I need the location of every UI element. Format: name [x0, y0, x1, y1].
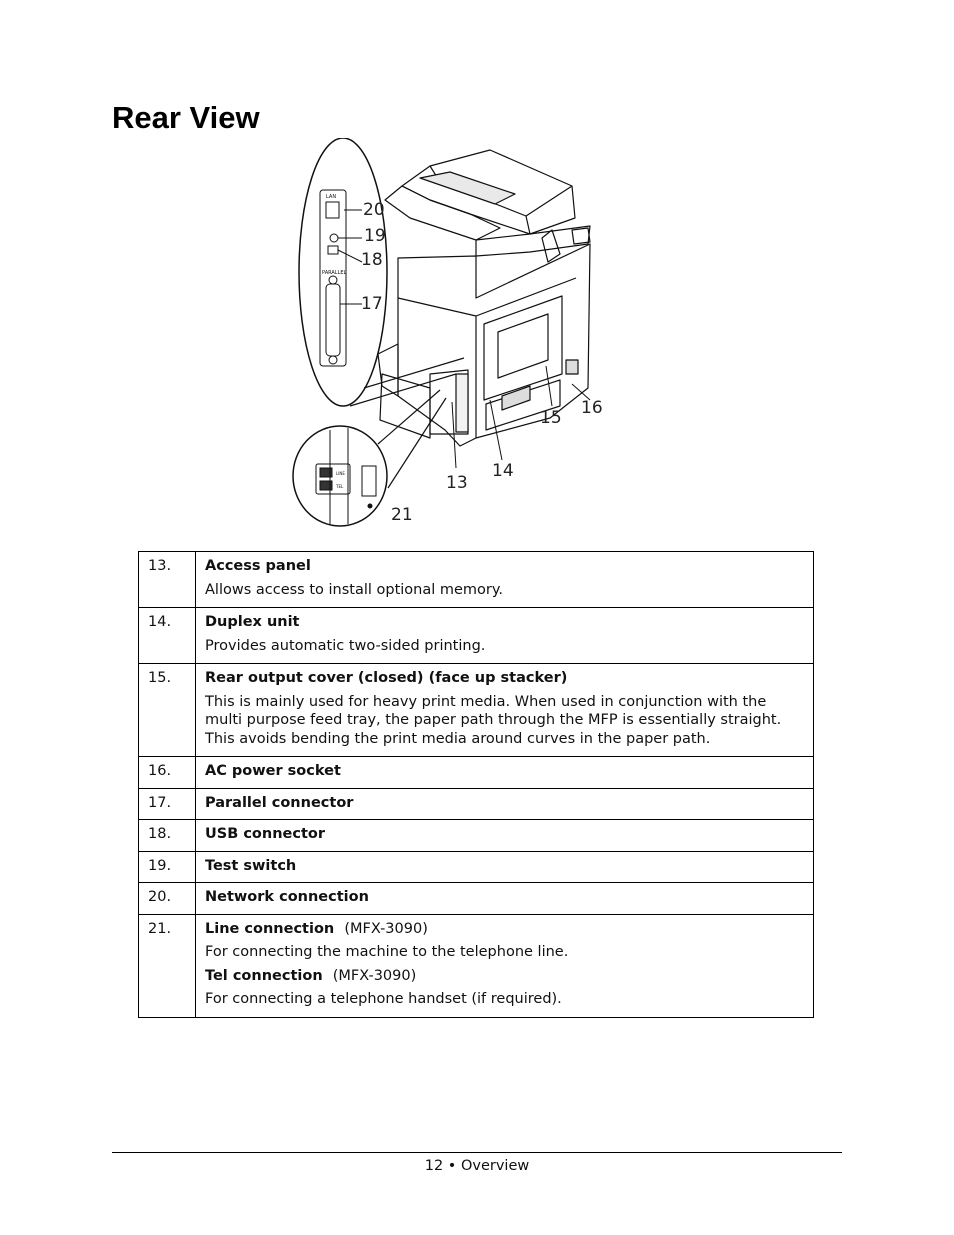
item-number: 21.	[139, 914, 196, 1017]
item-title: Rear output cover (closed) (face up stacker)	[205, 670, 568, 686]
item-cell	[196, 608, 814, 664]
item-cell	[196, 883, 814, 915]
printer-rear-drawing	[290, 138, 605, 530]
tel-port-label: TEL	[336, 484, 344, 489]
item-number: 16.	[139, 757, 196, 789]
line-port-label: LINE	[336, 471, 345, 476]
item-cell	[196, 820, 814, 852]
table-row	[139, 757, 814, 789]
item-cell	[196, 664, 814, 757]
page-title: Rear View	[112, 100, 260, 135]
table-row	[139, 914, 814, 1017]
parallel-port-label: PARALLEL	[322, 270, 347, 276]
callout-15: 15	[540, 408, 562, 428]
callout-20: 20	[363, 200, 385, 220]
item-title-row	[205, 920, 804, 939]
item-description: Provides automatic two-sided printing.	[205, 637, 486, 654]
rear-output-cover-drawing	[484, 296, 562, 400]
item-cell	[196, 914, 814, 1017]
item-description-2: For connecting a telephone handset (if required).	[205, 991, 562, 1007]
table-row	[139, 820, 814, 852]
item-title: USB connector	[205, 826, 325, 842]
table-row	[139, 608, 814, 664]
page-footer: 12 • Overview	[424, 1158, 530, 1174]
table-row	[139, 883, 814, 915]
item-number: 14.	[139, 608, 196, 664]
callout-13: 13	[446, 473, 468, 493]
item-cell	[196, 851, 814, 883]
item-title: Test switch	[205, 857, 297, 874]
item-number: 17.	[139, 788, 196, 820]
footer-divider	[112, 1152, 842, 1153]
parts-table	[138, 551, 814, 1018]
callout-14: 14	[492, 461, 514, 481]
rear-view-illustration	[290, 138, 605, 530]
model-note-2: (MFX-3090)	[332, 967, 417, 984]
item-description: Allows access to install optional memory.	[205, 581, 504, 598]
callout-19: 19	[364, 226, 386, 246]
item-title: Access panel	[205, 558, 311, 574]
item-title: Parallel connector	[205, 794, 354, 811]
callout-18: 18	[361, 250, 383, 270]
item-cell	[196, 788, 814, 820]
item-cell	[196, 552, 814, 608]
lan-port-label: LAN	[326, 194, 337, 200]
line-tel-zoom-balloon	[293, 426, 387, 526]
callout-17: 17	[361, 294, 383, 314]
item-number: 18.	[139, 820, 196, 852]
model-note: (MFX-3090)	[344, 920, 428, 937]
table-row	[139, 552, 814, 608]
item-number: 15.	[139, 664, 196, 757]
item-subtitle: Tel connection	[205, 967, 323, 984]
table-row	[139, 851, 814, 883]
callout-16: 16	[581, 398, 603, 418]
item-title: Line connection	[205, 920, 335, 937]
item-cell	[196, 757, 814, 789]
item-title: Network connection	[205, 889, 369, 905]
item-subtitle-row	[205, 967, 804, 986]
item-description: For connecting the machine to the telephone line.	[205, 944, 569, 960]
item-number: 19.	[139, 851, 196, 883]
item-title: AC power socket	[205, 763, 341, 779]
table-row	[139, 788, 814, 820]
item-title: Duplex unit	[205, 614, 300, 630]
item-number: 13.	[139, 552, 196, 608]
callout-21: 21	[391, 505, 413, 525]
table-row	[139, 664, 814, 757]
item-number: 20.	[139, 883, 196, 915]
item-description: This is mainly used for heavy print media. When used in conjunction with the multi purpose feed tray, the paper path through the MFP is essentially straight. This avoids bending the print media around curves in the paper path.	[205, 693, 782, 747]
